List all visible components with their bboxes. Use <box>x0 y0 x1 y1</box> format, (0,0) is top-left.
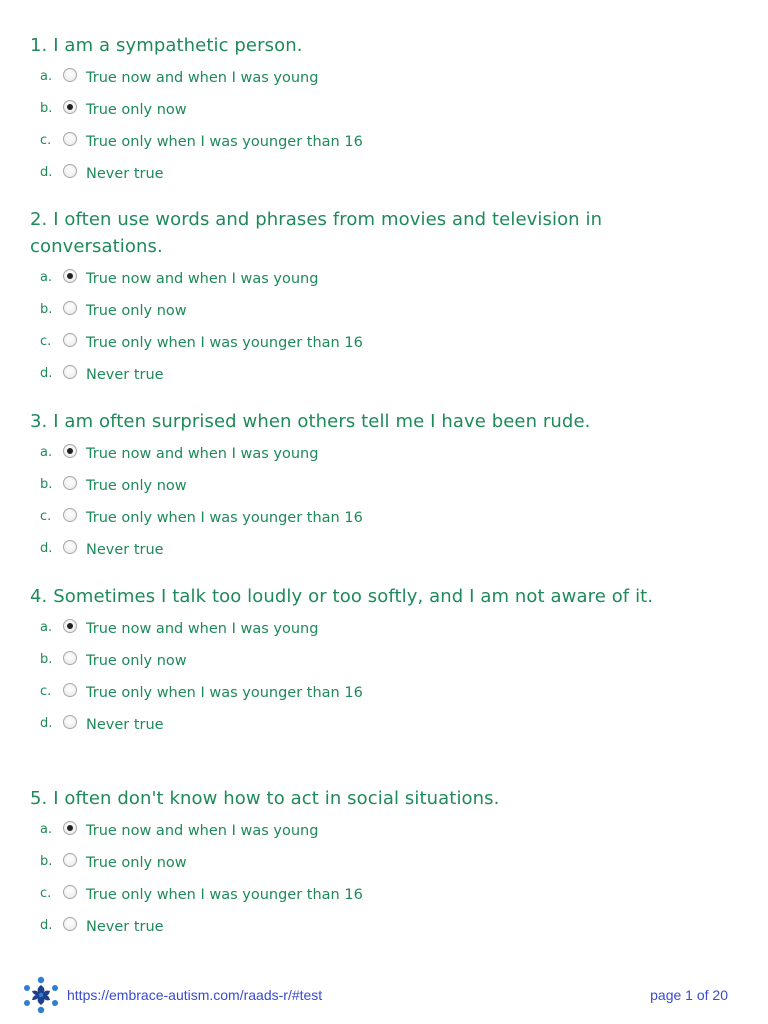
radio-button[interactable] <box>63 715 77 729</box>
radio-button[interactable] <box>63 164 77 178</box>
question-2 <box>30 206 690 396</box>
option-b[interactable] <box>30 852 690 884</box>
option-label[interactable]: True only when I was younger than 16 <box>86 685 363 701</box>
radio-button[interactable] <box>63 917 77 931</box>
radio-button[interactable] <box>63 619 77 633</box>
option-label[interactable]: True only when I was younger than 16 <box>86 335 363 351</box>
option-label[interactable]: True only now <box>86 855 187 871</box>
question-5-options <box>30 820 690 948</box>
question-1 <box>30 32 690 195</box>
option-letter: c. <box>40 133 52 148</box>
option-d[interactable] <box>30 916 690 948</box>
option-letter: c. <box>40 886 52 901</box>
option-b[interactable] <box>30 650 690 682</box>
radio-button[interactable] <box>63 508 77 522</box>
question-5-text <box>30 785 690 812</box>
radio-button[interactable] <box>63 476 77 490</box>
option-label[interactable]: True only now <box>86 102 187 118</box>
question-4 <box>30 583 690 746</box>
page-url-link[interactable]: https://embrace-autism.com/raads-r/#test <box>67 987 323 1003</box>
option-label[interactable]: True only when I was younger than 16 <box>86 134 363 150</box>
option-letter: d. <box>40 541 53 556</box>
radio-button[interactable] <box>63 301 77 315</box>
option-letter: a. <box>40 445 53 460</box>
option-d[interactable] <box>30 364 690 396</box>
question-prompt: Sometimes I talk too loudly or too softly, and I am not aware of it. <box>53 586 654 607</box>
radio-button[interactable] <box>63 683 77 697</box>
option-c[interactable] <box>30 131 690 163</box>
option-label[interactable]: True only now <box>86 303 187 319</box>
question-3-options <box>30 443 690 571</box>
option-letter: a. <box>40 270 53 285</box>
option-a[interactable] <box>30 618 690 650</box>
radio-button[interactable] <box>63 100 77 114</box>
option-c[interactable] <box>30 507 690 539</box>
option-letter: c. <box>40 334 52 349</box>
option-label[interactable]: Never true <box>86 542 164 558</box>
option-letter: d. <box>40 716 53 731</box>
option-letter: b. <box>40 652 53 667</box>
question-prompt: I am a sympathetic person. <box>53 35 303 56</box>
option-letter: b. <box>40 302 53 317</box>
radio-button[interactable] <box>63 68 77 82</box>
question-3 <box>30 408 690 571</box>
question-number: 4. <box>30 586 48 607</box>
option-label[interactable]: Never true <box>86 717 164 733</box>
option-letter: a. <box>40 69 53 84</box>
radio-button[interactable] <box>63 651 77 665</box>
option-label[interactable]: True only when I was younger than 16 <box>86 510 363 526</box>
option-label[interactable]: True now and when I was young <box>86 70 319 86</box>
radio-button[interactable] <box>63 269 77 283</box>
option-label[interactable]: True now and when I was young <box>86 823 319 839</box>
option-label[interactable]: True now and when I was young <box>86 271 319 287</box>
option-a[interactable] <box>30 820 690 852</box>
question-4-options <box>30 618 690 746</box>
question-prompt: I often don't know how to act in social situations. <box>53 788 500 809</box>
option-b[interactable] <box>30 300 690 332</box>
option-d[interactable] <box>30 539 690 571</box>
page-footer <box>0 972 768 1022</box>
option-label[interactable]: Never true <box>86 367 164 383</box>
option-letter: b. <box>40 854 53 869</box>
question-prompt: I am often surprised when others tell me I have been rude. <box>53 411 591 432</box>
option-letter: d. <box>40 165 53 180</box>
option-label[interactable]: Never true <box>86 166 164 182</box>
radio-button[interactable] <box>63 365 77 379</box>
radio-button[interactable] <box>63 853 77 867</box>
option-d[interactable] <box>30 714 690 746</box>
option-label[interactable]: True only when I was younger than 16 <box>86 887 363 903</box>
radio-button[interactable] <box>63 444 77 458</box>
option-c[interactable] <box>30 682 690 714</box>
option-label[interactable]: True now and when I was young <box>86 446 319 462</box>
option-b[interactable] <box>30 475 690 507</box>
option-letter: c. <box>40 509 52 524</box>
option-d[interactable] <box>30 163 690 195</box>
option-letter: b. <box>40 477 53 492</box>
option-label[interactable]: True only now <box>86 653 187 669</box>
option-label[interactable]: True now and when I was young <box>86 621 319 637</box>
question-prompt: I often use words and phrases from movies and television in conversations. <box>30 209 603 257</box>
option-label[interactable]: Never true <box>86 919 164 935</box>
radio-button[interactable] <box>63 132 77 146</box>
option-a[interactable] <box>30 443 690 475</box>
option-c[interactable] <box>30 332 690 364</box>
option-label[interactable]: True only now <box>86 478 187 494</box>
question-number: 3. <box>30 411 48 432</box>
option-letter: c. <box>40 684 52 699</box>
option-c[interactable] <box>30 884 690 916</box>
option-b[interactable] <box>30 99 690 131</box>
radio-button[interactable] <box>63 540 77 554</box>
radio-button[interactable] <box>63 885 77 899</box>
question-number: 2. <box>30 209 48 230</box>
option-letter: d. <box>40 918 53 933</box>
option-letter: d. <box>40 366 53 381</box>
question-2-options <box>30 268 690 396</box>
option-a[interactable] <box>30 67 690 99</box>
question-1-options <box>30 67 690 195</box>
question-3-text <box>30 408 690 435</box>
question-number: 1. <box>30 35 48 56</box>
question-1-text <box>30 32 690 59</box>
radio-button[interactable] <box>63 821 77 835</box>
option-letter: a. <box>40 620 53 635</box>
option-letter: a. <box>40 822 53 837</box>
question-4-text <box>30 583 690 610</box>
option-a[interactable] <box>30 268 690 300</box>
embrace-autism-logo-icon <box>22 976 60 1014</box>
question-5 <box>30 785 690 948</box>
question-2-text <box>30 206 690 260</box>
option-letter: b. <box>40 101 53 116</box>
page-number: page 1 of 20 <box>650 987 728 1003</box>
radio-button[interactable] <box>63 333 77 347</box>
question-number: 5. <box>30 788 48 809</box>
